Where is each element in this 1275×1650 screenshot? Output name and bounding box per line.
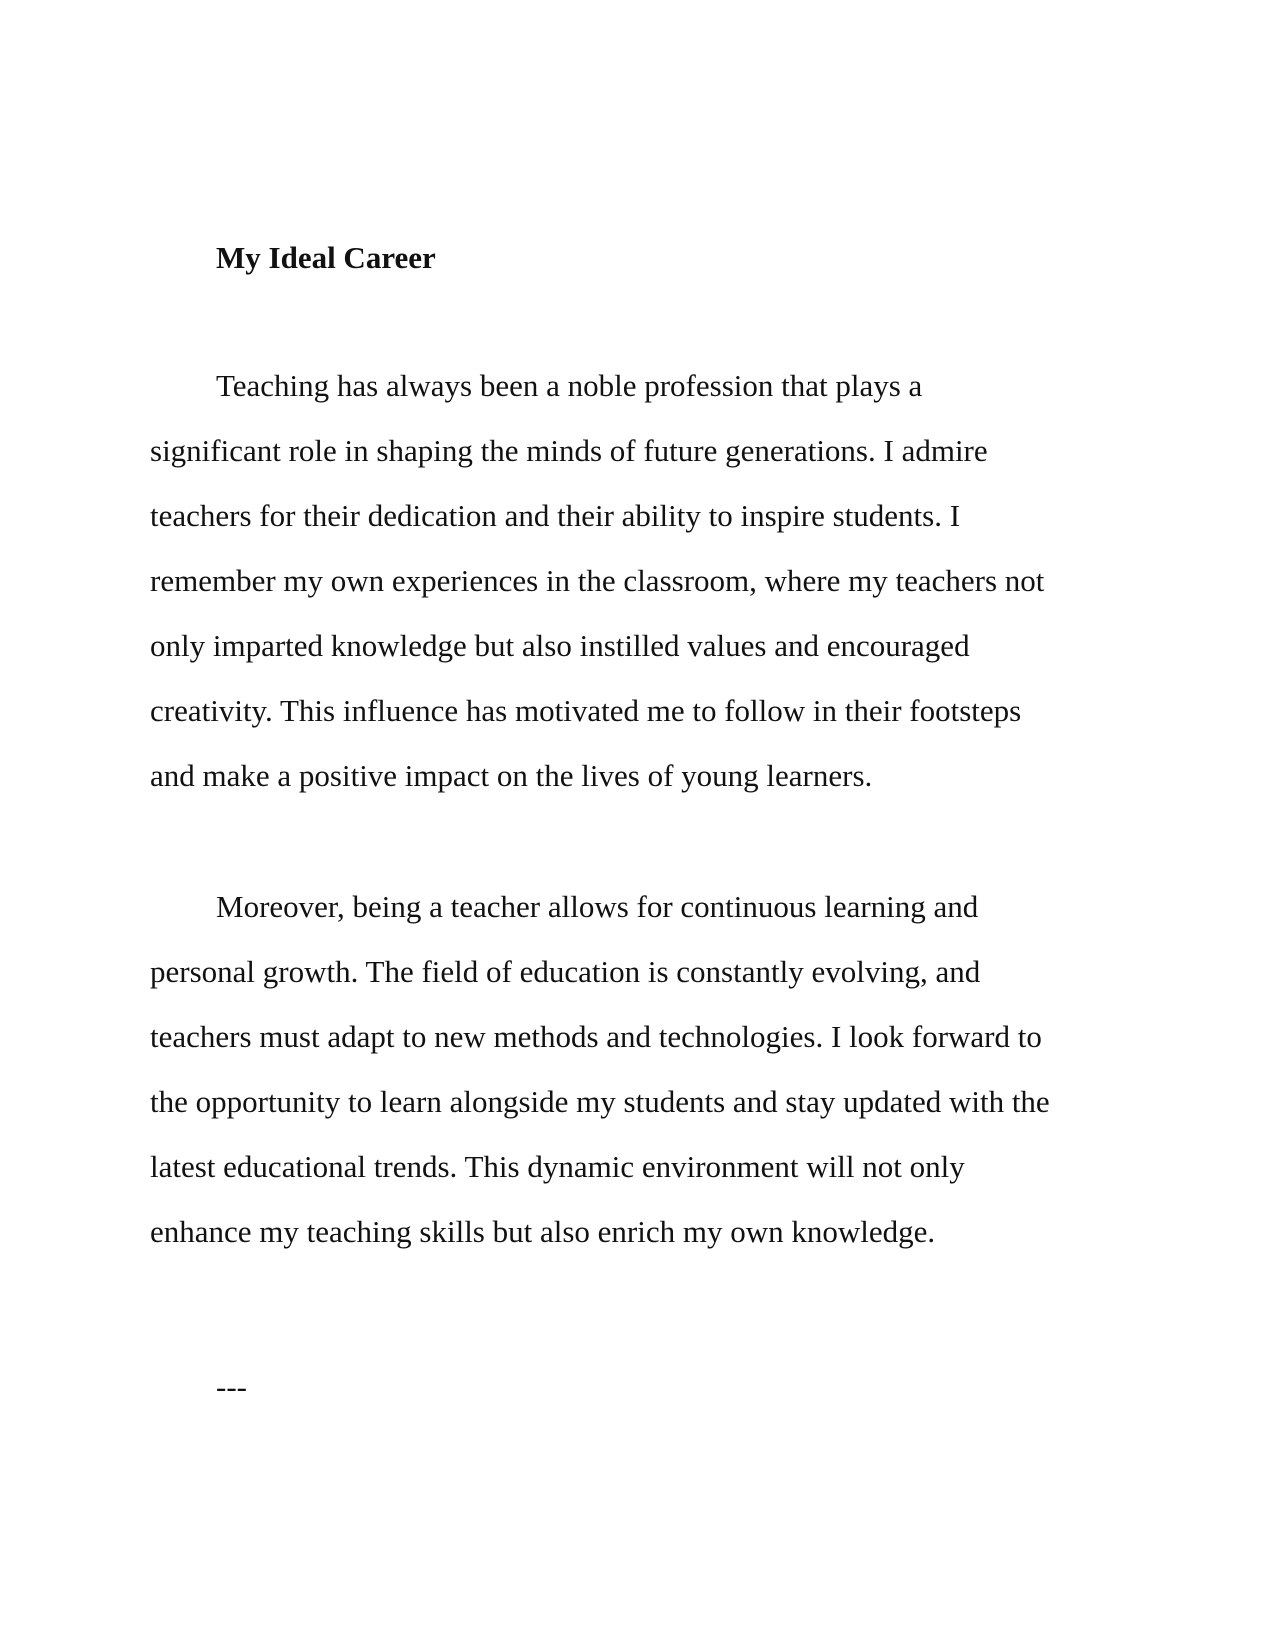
paragraph-line: creativity. This influence has motivated me to follow in their footsteps xyxy=(150,693,1022,728)
paragraph-line: teachers for their dedication and their ability to inspire students. I xyxy=(150,498,961,533)
paragraph-line: only imparted knowledge but also instilled values and encouraged xyxy=(150,628,970,663)
paragraph-line: and make a positive impact on the lives of young learners. xyxy=(150,758,873,793)
section-separator: --- xyxy=(216,1369,247,1404)
paragraph-line: significant role in shaping the minds of future generations. I admire xyxy=(150,433,988,468)
paragraph-line: enhance my teaching skills but also enrich my own knowledge. xyxy=(150,1214,936,1249)
document-title: My Ideal Career xyxy=(216,240,436,275)
paragraph-line: teachers must adapt to new methods and technologies. I look forward to xyxy=(150,1019,1042,1054)
paragraph-line: Moreover, being a teacher allows for continuous learning and xyxy=(216,889,979,924)
paragraph-line: personal growth. The field of education is constantly evolving, and xyxy=(150,954,981,989)
paragraph-line: latest educational trends. This dynamic environment will not only xyxy=(150,1149,965,1184)
paragraph-line: the opportunity to learn alongside my students and stay updated with the xyxy=(150,1084,1050,1119)
paragraph-line: Teaching has always been a noble profession that plays a xyxy=(216,368,923,403)
paragraph-line: remember my own experiences in the classroom, where my teachers not xyxy=(150,563,1045,598)
